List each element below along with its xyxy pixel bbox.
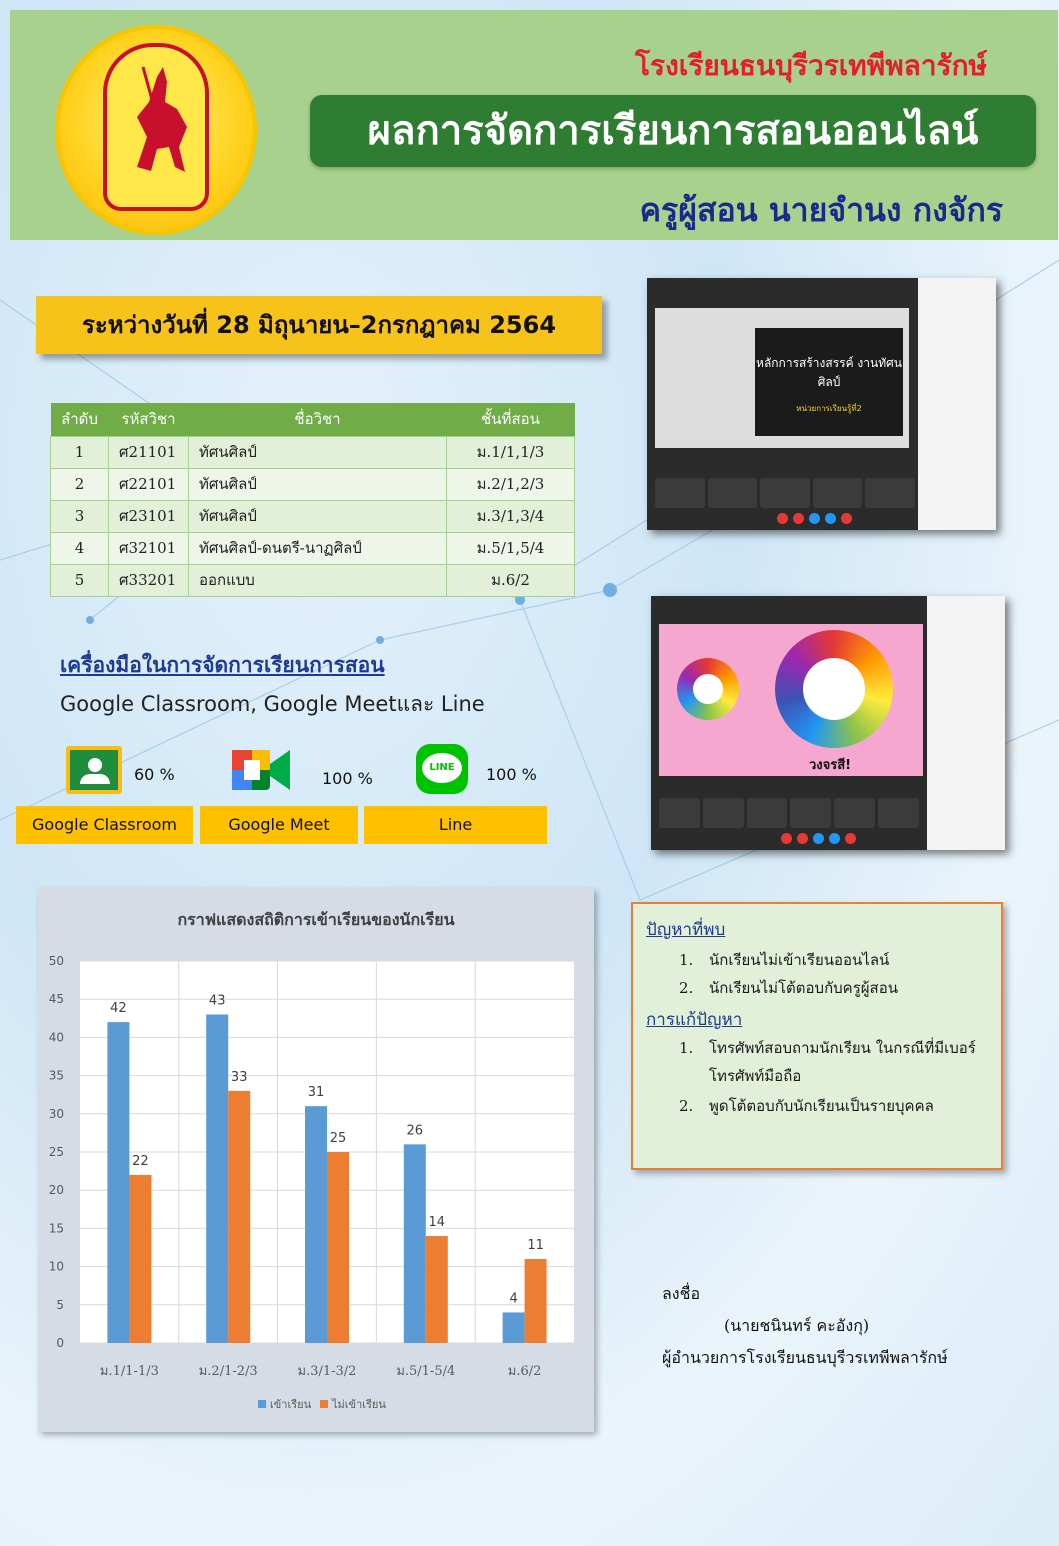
tools-title: เครื่องมือในการจัดการเรียนการสอน bbox=[60, 653, 385, 677]
data-label: 42 bbox=[110, 1001, 127, 1017]
cell-code: ศ33201 bbox=[109, 564, 189, 596]
attendance-chart bbox=[38, 888, 594, 1432]
x-tick-label: ม.1/1-1/3 bbox=[99, 1364, 159, 1379]
cell-order: 1 bbox=[51, 436, 109, 468]
google-meet-percent: 100 % bbox=[322, 769, 373, 788]
data-label: 4 bbox=[509, 1291, 518, 1307]
shared-slide bbox=[655, 308, 909, 448]
cell-name: ทัศนศิลป์ bbox=[189, 436, 447, 468]
cell-code: ศ32101 bbox=[109, 532, 189, 564]
y-tick-label: 35 bbox=[48, 1068, 64, 1083]
cell-class: ม.6/2 bbox=[447, 564, 575, 596]
cell-class: ม.5/1,5/4 bbox=[447, 532, 575, 564]
x-tick-label: ม.2/1-2/3 bbox=[198, 1364, 258, 1379]
cell-order: 3 bbox=[51, 500, 109, 532]
bar bbox=[228, 1091, 250, 1343]
meet-screenshot-1 bbox=[647, 278, 996, 530]
table-row bbox=[51, 532, 575, 564]
solution-item: 2. พูดโต้ตอบกับนักเรียนเป็นรายบุคคล bbox=[679, 1097, 934, 1115]
cell-class: ม.3/1,3/4 bbox=[447, 500, 575, 532]
color-wheel-small bbox=[677, 658, 739, 720]
legend-label: ไม่เข้าเรียน bbox=[332, 1398, 386, 1411]
participants-panel bbox=[927, 596, 1005, 850]
table-row bbox=[51, 500, 575, 532]
y-tick-label: 50 bbox=[48, 954, 64, 968]
chart-title: กราฟแสดงสถิติการเข้าเรียนของนักเรียน bbox=[177, 910, 455, 929]
signature-name: (นายชนินทร์ คะอังกุ) bbox=[724, 1316, 870, 1335]
horse-rider-emblem bbox=[107, 47, 205, 207]
cell-name: ออกแบบ bbox=[189, 564, 447, 596]
data-label: 25 bbox=[329, 1131, 347, 1146]
signature-position: ผู้อำนวยการโรงเรียนธนบุรีวรเทพีพลารักษ์ bbox=[662, 1348, 948, 1367]
chart-plot bbox=[38, 888, 594, 1432]
color-wheel-large bbox=[775, 630, 893, 748]
solution-item: 1. โทรศัพท์สอบถามนักเรียน ในกรณีที่มีเบอร์ bbox=[679, 1039, 976, 1057]
y-tick-label: 45 bbox=[48, 992, 64, 1007]
data-label: 11 bbox=[527, 1237, 544, 1253]
google-classroom-percent: 60 % bbox=[134, 765, 175, 784]
cell-name: ทัศนศิลป์-ดนตรี-นาฏศิลป์ bbox=[189, 532, 447, 564]
tools-list: Google Classroom, Google Meetและ Line bbox=[60, 692, 485, 716]
call-controls bbox=[781, 833, 856, 844]
cell-order: 5 bbox=[51, 564, 109, 596]
bar bbox=[426, 1236, 448, 1343]
participant-tiles bbox=[655, 478, 915, 508]
y-tick-label: 0 bbox=[56, 1336, 64, 1350]
bar bbox=[525, 1259, 547, 1343]
table-row bbox=[51, 468, 575, 500]
google-classroom-icon bbox=[66, 746, 122, 794]
solution-item-continued: โทรศัพท์มือถือ bbox=[709, 1067, 802, 1085]
legend-label: เข้าเรียน bbox=[270, 1398, 312, 1411]
signature-label: ลงชื่อ bbox=[662, 1284, 701, 1303]
table-header-row bbox=[51, 403, 575, 436]
col-header-name: ชื่อวิชา bbox=[189, 403, 447, 436]
bar bbox=[206, 1014, 228, 1343]
line-label: Line bbox=[364, 806, 547, 844]
data-label: 26 bbox=[406, 1123, 424, 1139]
data-label: 31 bbox=[307, 1085, 325, 1101]
bar bbox=[503, 1312, 525, 1343]
x-tick-label: ม.5/1-5/4 bbox=[396, 1364, 456, 1379]
school-logo bbox=[55, 25, 257, 235]
x-tick-label: ม.6/2 bbox=[507, 1364, 542, 1379]
cell-order: 2 bbox=[51, 468, 109, 500]
cell-code: ศ21101 bbox=[109, 436, 189, 468]
problems-box bbox=[631, 902, 1003, 1170]
col-header-code: รหัสวิชา bbox=[109, 403, 189, 436]
cell-code: ศ22101 bbox=[109, 468, 189, 500]
problem-item: 1. นักเรียนไม่เข้าเรียนออนไลน์ bbox=[679, 951, 890, 969]
y-tick-label: 10 bbox=[48, 1259, 64, 1274]
y-tick-label: 30 bbox=[48, 1106, 64, 1121]
school-name: โรงเรียนธนบุรีวรเทพีพลารักษ์ bbox=[635, 49, 987, 82]
cell-class: ม.1/1,1/3 bbox=[447, 436, 575, 468]
google-meet-icon bbox=[230, 744, 292, 796]
bar bbox=[305, 1106, 327, 1343]
page-title: ผลการจัดการเรียนการสอนออนไลน์ bbox=[310, 95, 1036, 167]
meet-screenshot-2 bbox=[651, 596, 1005, 850]
solutions-heading: การแก้ปัญหา bbox=[646, 1010, 743, 1030]
legend-swatch bbox=[258, 1400, 266, 1408]
google-meet-label: Google Meet bbox=[200, 806, 358, 844]
cell-class: ม.2/1,2/3 bbox=[447, 468, 575, 500]
cell-order: 4 bbox=[51, 532, 109, 564]
google-classroom-label: Google Classroom bbox=[16, 806, 193, 844]
participant-tiles bbox=[659, 798, 919, 828]
slide-title: หลักการสร้างสรรค์ งานทัศนศิลป์ หน่วยการเรียนรู้ที่2 bbox=[755, 328, 903, 436]
line-percent: 100 % bbox=[486, 765, 537, 784]
data-label: 43 bbox=[208, 993, 226, 1009]
y-tick-label: 40 bbox=[48, 1030, 64, 1045]
subjects-table bbox=[50, 403, 575, 597]
bar bbox=[107, 1022, 129, 1343]
data-label: 33 bbox=[230, 1069, 248, 1085]
y-tick-label: 5 bbox=[56, 1297, 64, 1312]
data-label: 14 bbox=[428, 1215, 446, 1231]
table-row bbox=[51, 564, 575, 596]
slide-caption: วงจรสี! bbox=[809, 758, 852, 773]
bar bbox=[129, 1175, 151, 1343]
y-tick-label: 15 bbox=[48, 1221, 64, 1236]
x-tick-label: ม.3/1-3/2 bbox=[297, 1364, 357, 1379]
cell-name: ทัศนศิลป์ bbox=[189, 468, 447, 500]
teacher-name: ครูผู้สอน นายจำนง กงจักร bbox=[639, 191, 1003, 229]
shared-slide bbox=[659, 624, 923, 776]
data-label: 22 bbox=[132, 1153, 149, 1169]
date-banner: ระหว่างวันที่ 28 มิถุนายน–2กรกฎาคม 2564 bbox=[36, 296, 602, 354]
y-tick-label: 20 bbox=[48, 1183, 64, 1198]
legend-swatch bbox=[320, 1400, 328, 1408]
y-tick-label: 25 bbox=[48, 1145, 64, 1159]
table-row bbox=[51, 436, 575, 468]
cell-code: ศ23101 bbox=[109, 500, 189, 532]
bar bbox=[404, 1144, 426, 1343]
bar bbox=[327, 1152, 349, 1343]
col-header-class: ชั้นที่สอน bbox=[447, 403, 575, 436]
logo-shield bbox=[103, 43, 209, 211]
line-icon: LINE bbox=[416, 744, 468, 794]
problem-item: 2. นักเรียนไม่โต้ตอบกับครูผู้สอน bbox=[679, 979, 898, 997]
cell-name: ทัศนศิลป์ bbox=[189, 500, 447, 532]
participants-panel bbox=[918, 278, 996, 530]
col-header-order: ลำดับ bbox=[51, 403, 109, 436]
call-controls bbox=[777, 513, 852, 524]
problems-heading: ปัญหาที่พบ bbox=[646, 920, 726, 940]
